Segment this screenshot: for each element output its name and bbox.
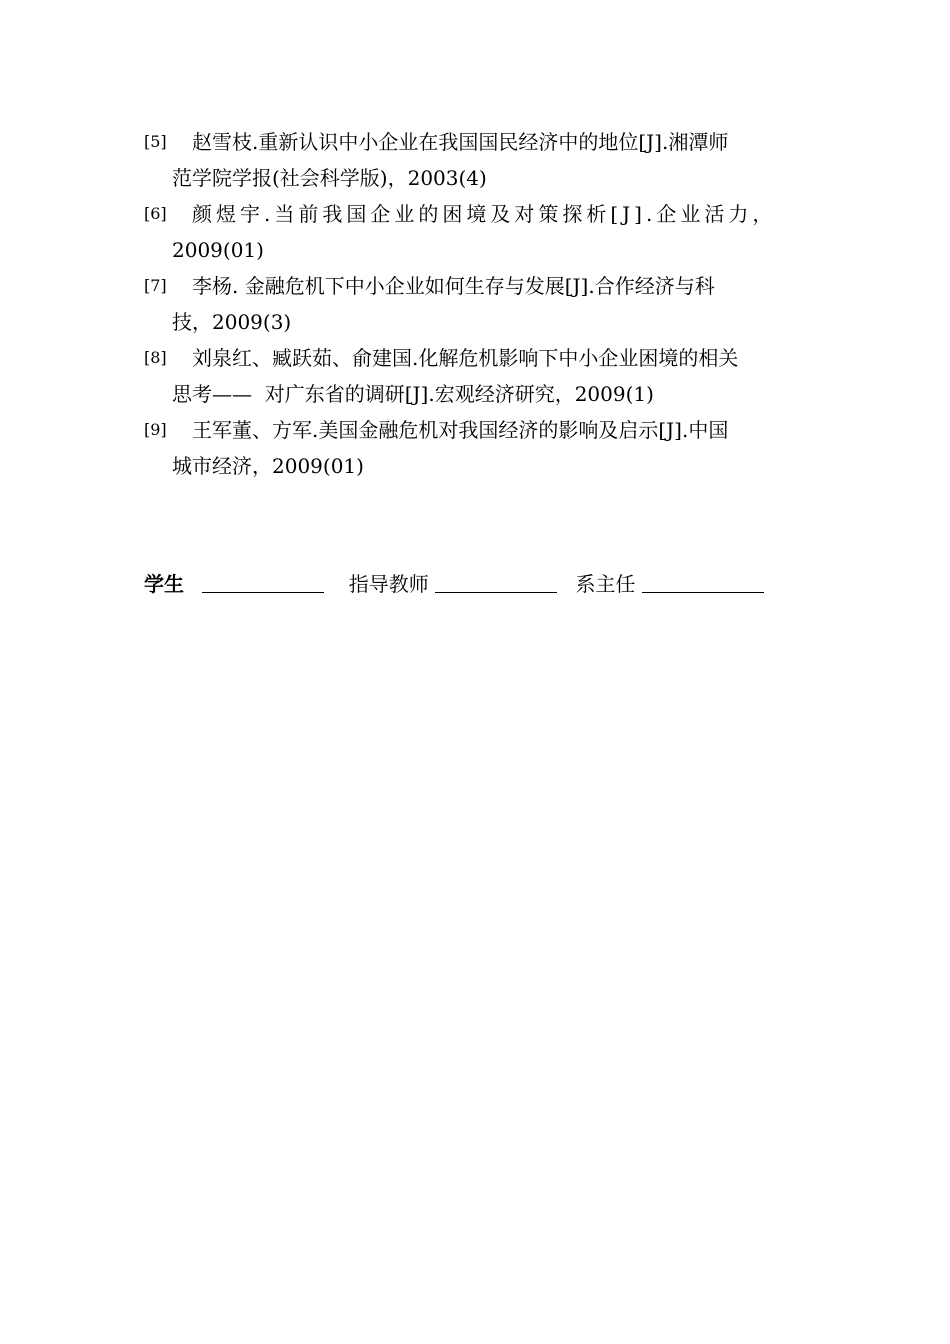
reference-item [144,124,824,196]
advisor-label: 指导教师 [348,572,429,596]
student-label: 学生 [144,572,184,596]
reference-item [144,340,824,412]
reference-line: 城市经济，2009(01) [172,454,364,478]
reference-text [172,124,824,196]
student-signature-line [202,570,324,593]
reference-line: 2009(01) [172,238,264,262]
reference-line: 颜煜宇.当前我国企业的困境及对策探析[J].企业活力， [192,202,777,226]
reference-text [172,196,824,268]
reference-line: 技，2009(3) [172,310,292,334]
reference-number: [6] [144,204,167,223]
reference-text [172,412,824,484]
signature-row [144,566,824,602]
director-signature-line [642,570,764,593]
reference-line: 李杨. 金融危机下中小企业如何生存与发展[J].合作经济与科 [192,274,715,298]
reference-number: [7] [144,276,167,295]
reference-list [144,124,824,484]
reference-item [144,268,824,340]
reference-text [172,268,824,340]
reference-line: 刘泉红、臧跃茹、俞建国.化解危机影响下中小企业困境的相关 [192,346,739,370]
reference-line: 范学院学报(社会科学版)，2003(4) [172,166,487,190]
advisor-signature-line [435,570,557,593]
reference-item [144,196,824,268]
reference-line: 王军董、方军.美国金融危机对我国经济的影响及启示[J].中国 [192,418,729,442]
reference-text [172,340,824,412]
reference-line: 赵雪枝.重新认识中小企业在我国国民经济中的地位[J].湘潭师 [192,130,729,154]
reference-item [144,412,824,484]
reference-number: [9] [144,420,167,439]
reference-line: 思考—— 对广东省的调研[J].宏观经济研究，2009(1) [172,382,654,406]
director-label: 系主任 [575,572,636,596]
reference-number: [5] [144,132,167,151]
reference-number: [8] [144,348,167,367]
